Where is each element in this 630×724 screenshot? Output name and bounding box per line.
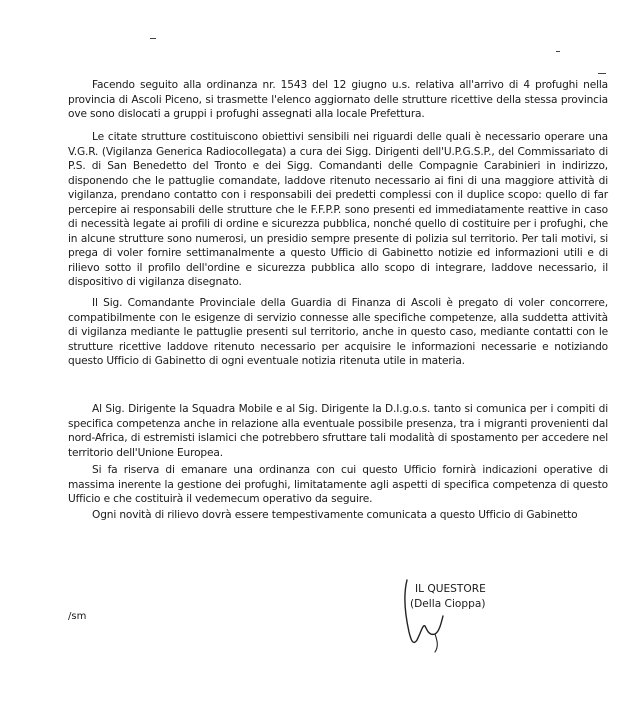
- signature-title: IL QUESTORE: [415, 583, 486, 595]
- paragraph-text: Al Sig. Dirigente la Squadra Mobile e al Sig. Dirigente la D.I.g.o.s. tanto si comunica per i compiti di specifica competenza anche in relazione alla eventuale possibile presenza, tra i migranti provenienti dal nord-Africa, di estremisti islamici che potrebbero sfruttare tali modalità di spostamento per accedere nel territorio dell'Unione Europea.: [68, 403, 608, 459]
- signature-name: (Della Cioppa): [410, 598, 486, 610]
- paragraph-closing: [68, 508, 608, 523]
- scan-mark: [556, 51, 560, 52]
- paragraph-surveillance: [68, 130, 608, 290]
- reference-initials: /sm: [68, 611, 87, 622]
- scan-mark: [598, 73, 606, 74]
- paragraph-text: Ogni novità di rilievo dovrà essere tempestivamente comunicata a questo Ufficio di Gabinetto: [92, 509, 578, 521]
- paragraph-arrival-notice: [68, 78, 608, 122]
- paragraph-text: Facendo seguito alla ordinanza nr. 1543 del 12 giugno u.s. relativa all'arrivo di 4 profughi nella provincia di Ascoli Piceno, si trasmette l'elenco aggiornato delle strutture ricettive della stessa provincia ove sono dislocati a gruppi i profughi assegnati alla locale Prefettura.: [68, 79, 608, 120]
- paragraph-text: Si fa riserva di emanare una ordinanza con cui questo Ufficio fornirà indicazioni operative di massima inerente la gestione dei profughi, limitatamente agli aspetti di specifica competenza di questo Ufficio e che costituirà il vedemecum operativo da seguire.: [68, 464, 608, 505]
- paragraph-guardia-finanza: [68, 296, 608, 369]
- paragraph-squadra-mobile: [68, 402, 608, 460]
- paragraph-text: Le citate strutture costituiscono obiettivi sensibili nei riguardi delle quali è necessario operare una V.G.R. (Vigilanza Generica Radiocollegata) a cura dei Sigg. Dirigenti dell'U.P.G.S.P., del Commissariato di P.S. di San Benedetto del Tronto e dei Sigg. Comandanti delle Compagnie Carabinieri in indirizzo, disponendo che le pattuglie comandate, laddove ritenuto necessario ai fini di una maggiore attività di vigilanza, prendano contatto con i responsabili dei predetti complessi con il duplice scopo: quello di far percepire ai responsabili delle strutture che le F.F.P.P. sono presenti ed immediatamente reattive in caso di necessità legate ai profili di ordine e sicurezza pubblica, nonché quello di costituire per i profughi, che in alcune strutture sono numerosi, un presidio sempre presente di polizia sul territorio. Per tali motivi, si prega di voler fornire settimanalmente a questo Ufficio di Gabinetto notizie ed informazioni utili e di rilievo sotto il profilo dell'ordine e sicurezza pubblica allo scopo di integrare, laddove necessario, il dispositivo di vigilanza disegnato.: [68, 131, 608, 288]
- scan-mark: [150, 38, 156, 39]
- paragraph-ordinanza-reserve: [68, 463, 608, 507]
- paragraph-text: Il Sig. Comandante Provinciale della Guardia di Finanza di Ascoli è pregato di voler concorrere, compatibilmente con le esigenze di servizio connesse alle specifiche competenze, alla suddetta attività di vigilanza mediante le pattuglie presenti sul territorio, anche in questo caso, mediante contatti con le strutture ricettive laddove ritenuto necessario per acquisire le informazioni necessarie e notiziando questo Ufficio di Gabinetto di ogni eventuale notizia ritenuta utile in materia.: [68, 297, 608, 367]
